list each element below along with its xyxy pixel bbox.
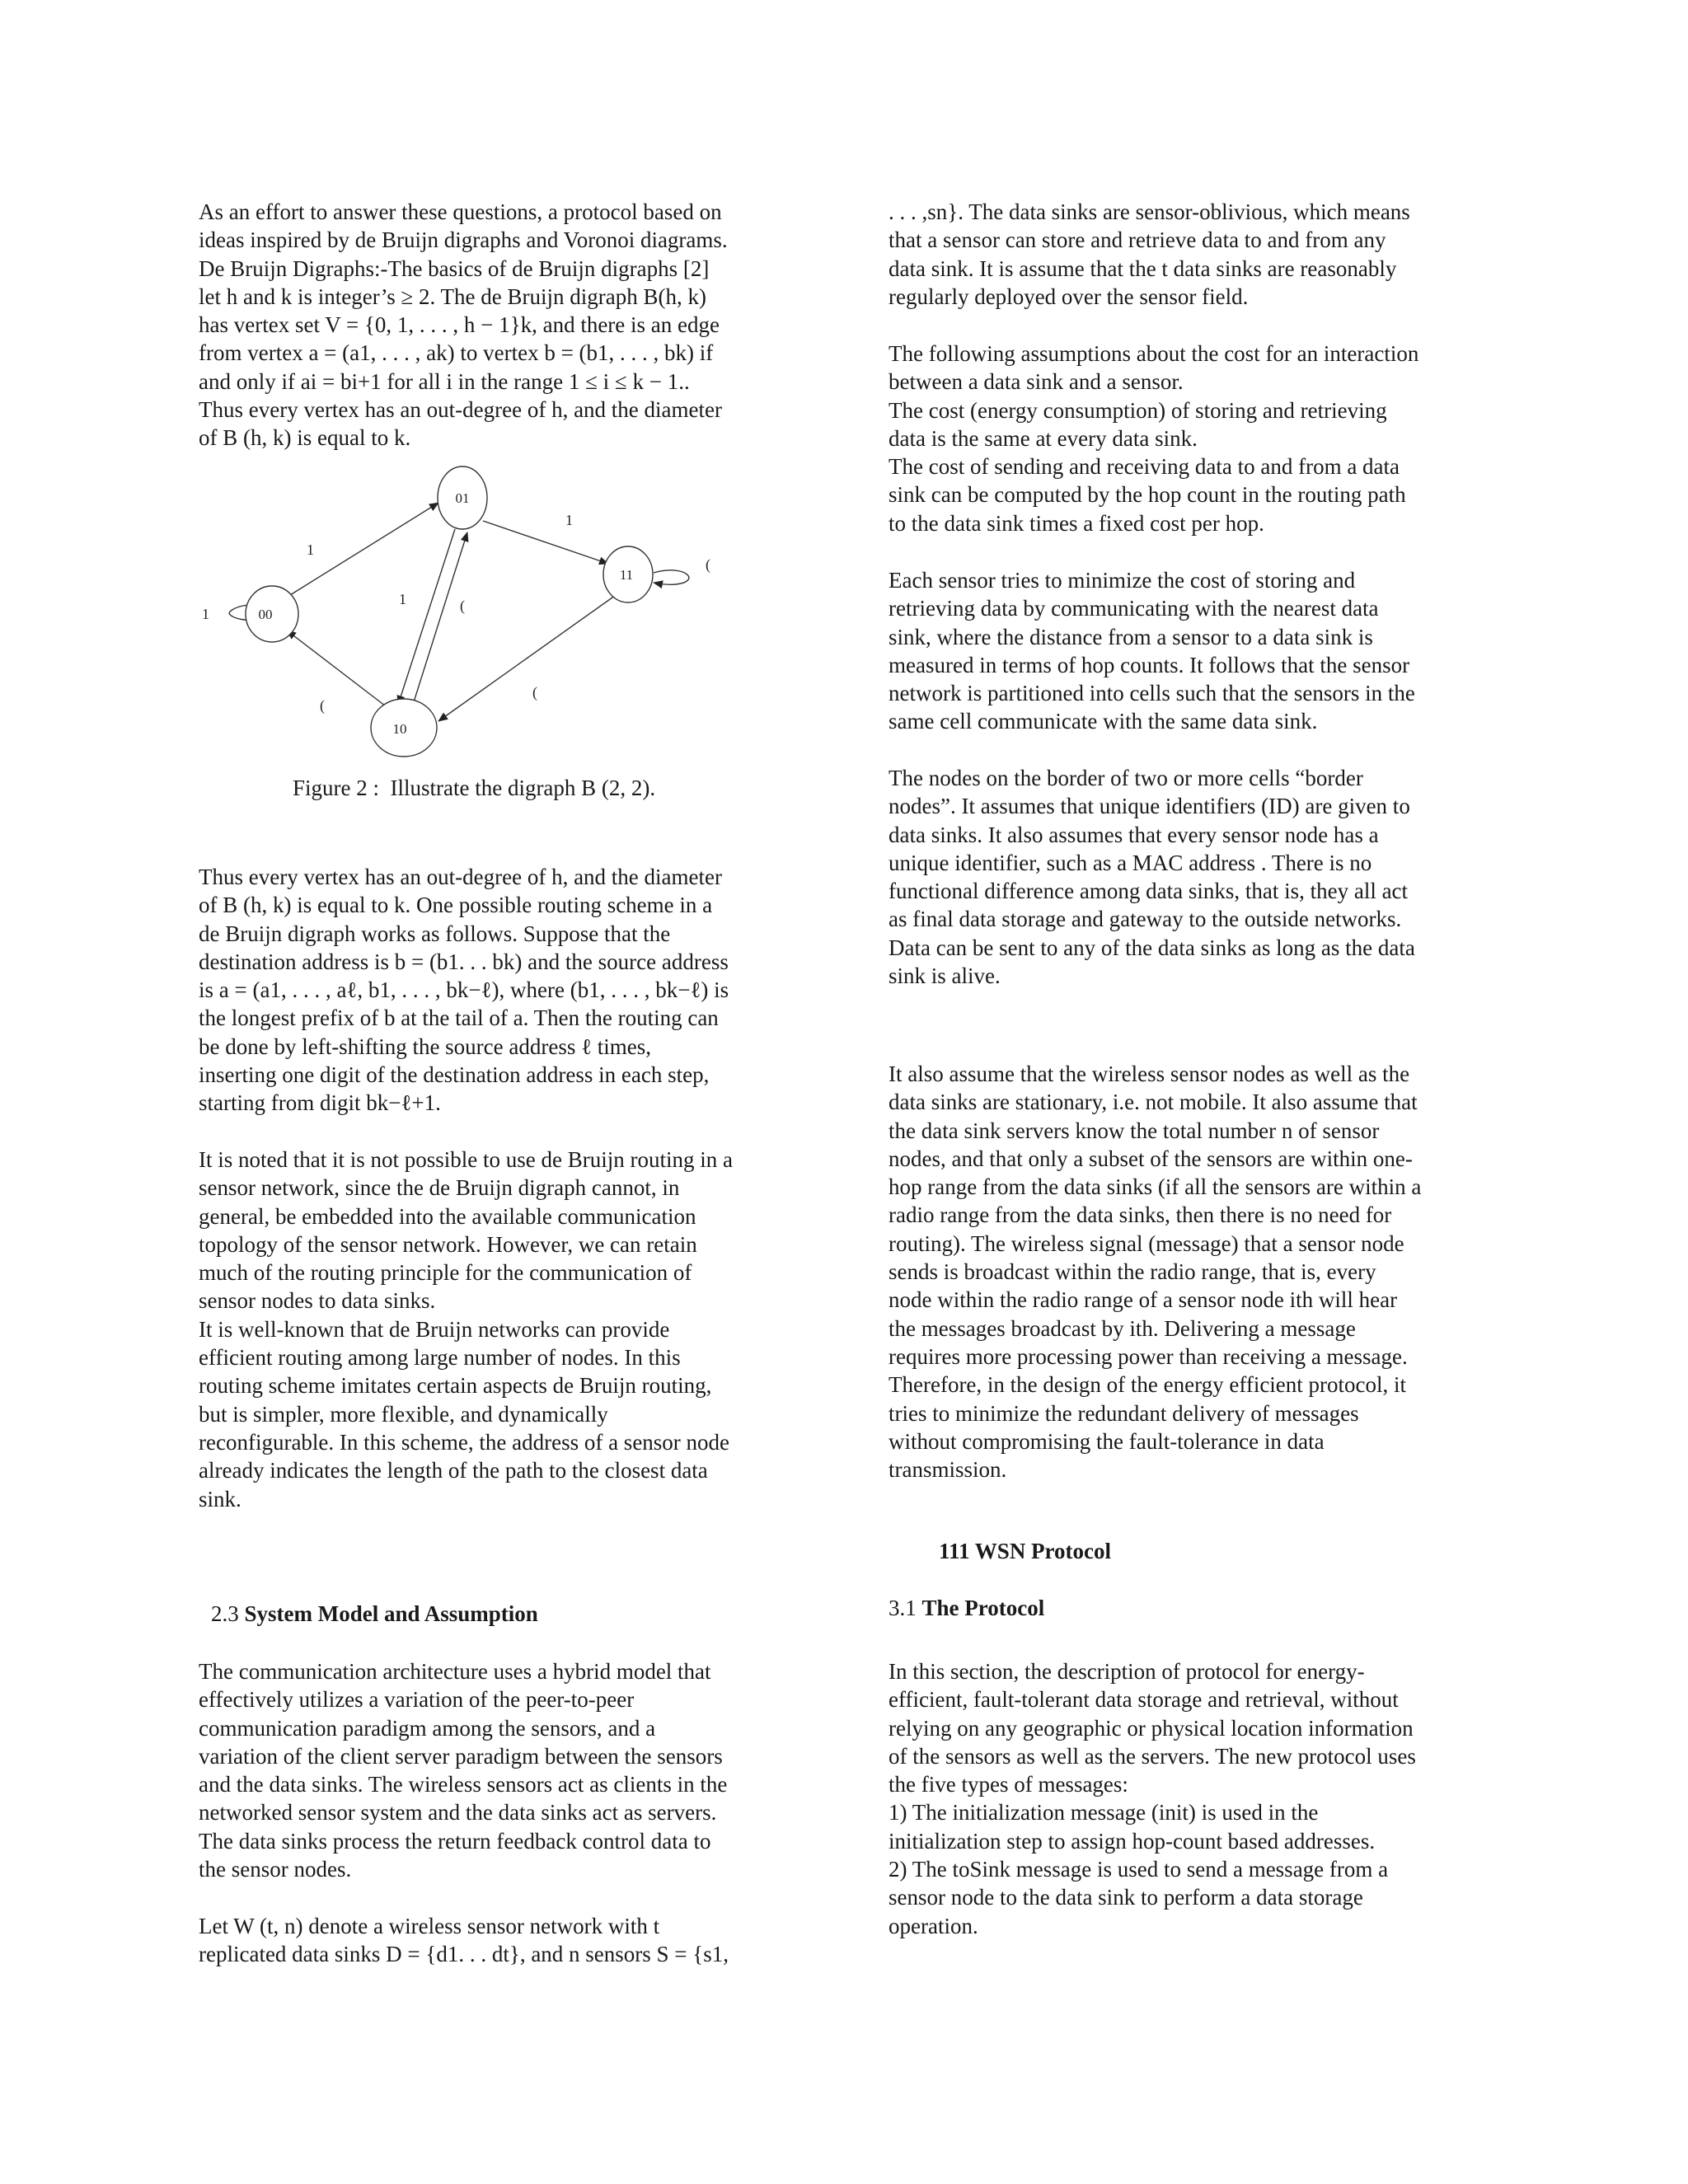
left-para-network-definition: Let W (t, n) denote a wireless sensor network with t replicated data sinks D = {d1. . . dt}, and n sensors S = {s1, — [199, 1914, 729, 1967]
subsection-number-3-1: 3.1 — [889, 1596, 917, 1620]
edge-label-01-10: 1 — [399, 591, 406, 607]
node-label-10: 10 — [392, 721, 407, 737]
edge-label-00-self: 1 — [202, 606, 209, 622]
subsection-heading-3-1 — [889, 1594, 1498, 1622]
left-para-sensor-routing: It is noted that it is not possible to use de Bruijn routing in a sensor network, since the de Bruijn digraph cannot, in general, be embedded into the available communication topology of the sensor network. However, we can retain much of the routing principle for the communication of sensor nodes to data sinks. It is well-known that de Bruijn networks can provide efficient routing among large number of nodes. In this routing scheme imitates certain aspects de Bruijn routing, but is simpler, more flexible, and dynamically reconfigurable. In this scheme, the address of a sensor node already indicates the length of the path to the closest data sink. — [199, 1147, 733, 1511]
right-para-cost-assumptions: The following assumptions about the cost for an interaction between a data sink and a sensor. The cost (energy consumption) of storing and retrieving data is the same at every data sink. The cost of sending and receiving data to and from a data sink can be computed by the hop count in the routing path to the data sink times a fixed cost per hop. — [889, 341, 1419, 536]
edge-10-00 — [287, 630, 389, 709]
figure-caption: Figure 2 : Illustrate the digraph B (2, 2). — [293, 776, 656, 800]
edge-label-10-01: ( — [460, 598, 465, 614]
node-label-00: 00 — [258, 607, 273, 622]
edge-01-11 — [483, 521, 608, 564]
right-para-sinks-oblivious: . . . ,sn}. The data sinks are sensor-oblivious, which means that a sensor can store and retrieve data to and from any data sink. It is assume that the t data sinks are reasonably regularly deployed over the sensor field. — [889, 199, 1410, 309]
left-para-routing-scheme: Thus every vertex has an out-degree of h, and the diameter of B (h, k) is equal to k. One possible routing scheme in a de Bruijn digraph works as follows. Suppose that the destination address is b = (b1. . . bk) and the source address is a = (a1, . . . , aℓ, b1, . . . , bk−ℓ), where (b1, . . . , bk−ℓ) is the longest prefix of b at the tail of a. Then the routing can be done by left-shifting the source address ℓ times, inserting one digit of the destination address in each step, starting from digit bk−ℓ+1. — [199, 865, 729, 1116]
edge-label-00-01: 1 — [307, 541, 314, 558]
section-number-2-3: 2.3 — [211, 1601, 239, 1626]
section-number-111: 111 — [939, 1539, 970, 1563]
edge-label-01-11: 1 — [565, 512, 573, 528]
subsection-title-3-1: The Protocol — [921, 1596, 1045, 1620]
left-para-communication-architecture: The communication architecture uses a hybrid model that effectively utilizes a variation of the peer-to-peer communication paradigm among the sensors, and a variation of the client server paradigm between the sensors and the data sinks. The wireless sensors act as clients in the networked sensor system and the data sinks act as servers. The data sinks process the return feedback control data to the sensor nodes. — [199, 1659, 728, 1882]
edge-label-11-self: ( — [706, 556, 710, 573]
section-title-2-3: System Model and Assumption — [244, 1601, 538, 1626]
edge-label-10-00: ( — [320, 697, 325, 714]
right-para-border-nodes: The nodes on the border of two or more cells “border nodes”. It assumes that unique identifiers (ID) are given to data sinks. It also assumes that every sensor node has a unique identifier, such as a MAC address . There is no functional difference among data sinks, that is, they all act as final data storage and gateway to the outside networks. Data can be sent to any of the data sinks as long as the data sink is alive. — [889, 766, 1415, 989]
right-para-protocol-description: In this section, the description of protocol for energy- efficient, fault-tolerant data storage and retrieval, without relying on any geographic or physical location information of the sensors as well as the servers. The new protocol uses the five types of messages: 1) The initialization message (init) is used in the initialization step to assign hop-count based addresses. 2) The toSink message is used to send a message from a sensor node to the data sink to perform a data storage operation. — [889, 1659, 1416, 1938]
edge-01-10 — [398, 529, 455, 705]
right-para-stationary-assumption: It also assume that the wireless sensor nodes as well as the data sinks are stationary, i.e. not mobile. It also assume that the data sink servers know the total number n of sensor nodes, and that only a subset of the sensors are within one- hop range from the data sinks (if all the sensors are within a radio range from the data sinks, then there is no need for routing). The wireless signal (message) that a sensor node sends is broadcast within the radio range, that is, every node within the radio range of a sensor node ith will hear the messages broadcast by ith. Delivering a message requires more processing power than receiving a message. Therefore, in the design of the energy efficient protocol, it tries to minimize the redundant delivery of messages without compromising the fault-tolerance in data transmission. — [889, 1062, 1422, 1483]
left-para-debruijn-intro: As an effort to answer these questions, a protocol based on ideas inspired by de Bruijn digraphs and Voronoi diagrams. De Bruijn Digraphs:-The basics of de Bruijn digraphs [2] let h and k is integer’s ≥ 2. The de Bruijn digraph B(h, k) has vertex set V = {0, 1, . . . , h − 1}k, and there is an edge from vertex a = (a1, . . . , ak) to vertex b = (b1, . . . , bk) if and only if ai = bi+1 for all i in the range 1 ≤ i ≤ k − 1.. Thus every vertex has an out-degree of h, and the diameter of B (h, k) is equal to k. — [199, 199, 728, 451]
section-title-wsn-protocol: WSN Protocol — [974, 1539, 1112, 1563]
debruijn-digraph-figure — [190, 462, 725, 775]
section-heading-wsn-protocol — [939, 1537, 1549, 1565]
edge-label-11-10: ( — [532, 684, 537, 701]
node-label-01: 01 — [455, 490, 470, 506]
edge-10-01 — [412, 532, 467, 707]
section-heading-2-3 — [211, 1600, 821, 1628]
node-label-11: 11 — [619, 567, 634, 583]
edge-11-self-loop — [654, 570, 689, 584]
right-para-nearest-sink: Each sensor tries to minimize the cost of storing and retrieving data by communicating with the nearest data sink, where the distance from a sensor to a data sink is measured in terms of hop counts. It follows that the sensor network is partitioned into cells such that the sensors in the same cell communicate with the same data sink. — [889, 568, 1415, 734]
edge-11-10 — [438, 593, 618, 721]
